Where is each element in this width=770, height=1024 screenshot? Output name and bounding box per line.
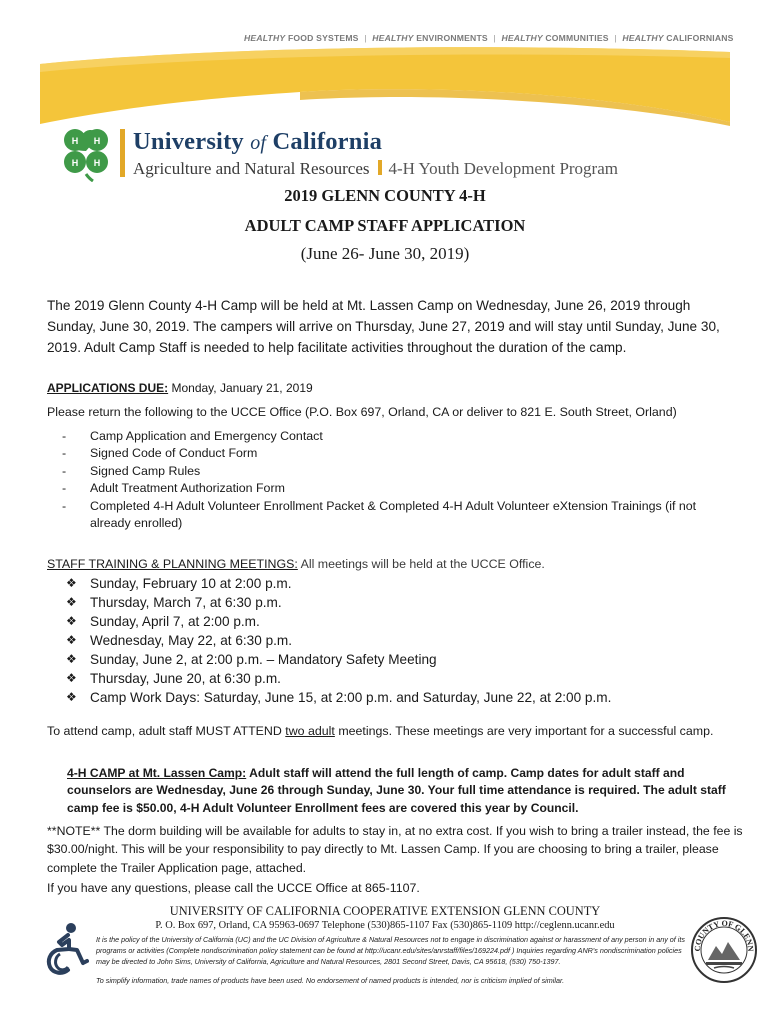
title-block (0, 187, 770, 264)
logo-row (57, 124, 677, 184)
title-line-1: 2019 GLENN COUNTY 4-H (284, 186, 486, 205)
county-seal-icon (690, 916, 758, 984)
camp-note-text: Adult staff will attend the full length of camp. Camp dates for adult staff and counselors are Wednesday, June 26 through Sunday, June 30. Your full time attendance is required. The adult staff camp fee is $50.00, 4-H Adult Volunteer Enrollment fees are covered this year by Council. (67, 766, 726, 815)
accessibility-icon (44, 922, 89, 975)
attend-post: meetings. These meetings are very important for a successful camp. (334, 724, 714, 738)
trade-names-statement: To simplify information, trade names of products have been used. No endorsement of named products is intended, nor is criticism implied of similar. (96, 976, 565, 985)
svg-text:H: H (71, 158, 79, 168)
4h-clover-icon (57, 124, 115, 182)
program-label: 4-H Youth Development Program (388, 159, 618, 178)
camp-note (67, 765, 727, 817)
tagline-word: HEALTHY (622, 33, 664, 43)
tagline-text: FOOD SYSTEMS (287, 33, 359, 43)
title-line-2: ADULT CAMP STAFF APPLICATION (244, 216, 526, 235)
list-item: - Completed 4-H Adult Volunteer Enrollment Packet & Completed 4-H Adult Volunteer eXtension Trainings (if not already enrolled) (62, 498, 732, 533)
return-instructions: Please return the following to the UCCE Office (P.O. Box 697, Orland, CA or deliver to 821 E. South Street, Orland) (47, 405, 677, 419)
staff-training-text: All meetings will be held at the UCCE Office. (300, 557, 545, 571)
svg-text:H: H (71, 136, 79, 146)
meetings-list (66, 574, 706, 707)
list-item: - Signed Code of Conduct Form (62, 445, 732, 462)
questions-line: If you have any questions, please call the UCCE Office at 865-1107. (47, 881, 420, 895)
tagline-word: HEALTHY (501, 33, 543, 43)
uc-name-of: of (250, 132, 267, 154)
footer-contact: P. O. Box 697, Orland, CA 95963-0697 Telephone (530)865-1107 Fax (530)865-1109 http://ceglenn.ucanr.edu (155, 920, 615, 931)
meeting-item: ❖ Thursday, March 7, at 6:30 p.m. (66, 593, 706, 612)
attendance-requirement (47, 722, 737, 740)
tagline-text: COMMUNITIES (545, 33, 609, 43)
seal-text: COUNTY OF GLENN (692, 918, 756, 952)
tagline-separator: | (614, 33, 617, 43)
meeting-item: ❖ Sunday, February 10 at 2:00 p.m. (66, 574, 706, 593)
uc-divider (120, 129, 125, 177)
tagline-word: HEALTHY (244, 33, 286, 43)
tagline-separator: | (493, 33, 496, 43)
header-swoosh (0, 0, 770, 130)
nondiscrimination-statement: It is the policy of the University of California (UC) and the UC Division of Agriculture & Natural Resources not to engage in discrimination against or harassment of any person in any of its programs or activities (Complete nondiscrimination policy statement can be found at http://ucanr.edu/sites/anrstaff/files/169224.pdf ) Inquiries regarding ANR's nondiscrimination policies may be directed to John Sims, University of California, Agriculture and Natural Resources, 2801 Second Street, Davis, CA 95618, (530) 750-1397. (96, 935, 685, 966)
uc-name-part: California (272, 128, 383, 155)
list-item: - Camp Application and Emergency Contact (62, 428, 732, 445)
meeting-item: ❖ Sunday, June 2, at 2:00 p.m. – Mandatory Safety Meeting (66, 650, 706, 669)
meeting-item: ❖ Thursday, June 20, at 6:30 p.m. (66, 669, 706, 688)
camp-note-label: 4-H CAMP at Mt. Lassen Camp: (67, 766, 247, 780)
list-item: - Signed Camp Rules (62, 463, 732, 480)
meeting-item: ❖ Wednesday, May 22, at 6:30 p.m. (66, 631, 706, 650)
meeting-item: ❖ Sunday, April 7, at 2:00 p.m. (66, 612, 706, 631)
university-name (133, 128, 382, 156)
tagline-word: HEALTHY (372, 33, 414, 43)
required-items-list (62, 428, 732, 532)
tagline-separator: | (364, 33, 367, 43)
tagline-text: ENVIRONMENTS (416, 33, 488, 43)
tagline-text: CALIFORNIANS (666, 33, 734, 43)
staff-training-heading (47, 557, 545, 571)
anr-label: Agriculture and Natural Resources (133, 159, 370, 178)
program-divider (378, 160, 382, 175)
dorm-note: **NOTE** The dorm building will be available for adults to stay in, at no extra cost. If you wish to bring a trailer instead, the fee is $30.00/night. This will be your responsibility to pay directly to Mt. Lassen Camp. If you are choosing to bring a trailer, please complete the Trailer Application page, attached. (47, 824, 743, 875)
svg-text:H: H (93, 158, 101, 168)
attend-pre: To attend camp, adult staff MUST ATTEND (47, 724, 286, 738)
staff-training-label: STAFF TRAINING & PLANNING MEETINGS: (47, 557, 298, 571)
footer-org: UNIVERSITY OF CALIFORNIA COOPERATIVE EXTENSION GLENN COUNTY (169, 904, 601, 918)
svg-text:H: H (93, 136, 101, 146)
applications-due (47, 381, 313, 395)
list-item: - Adult Treatment Authorization Form (62, 480, 732, 497)
title-dates: (June 26- June 30, 2019) (300, 244, 470, 263)
meeting-item: ❖ Camp Work Days: Saturday, June 15, at 2:00 p.m. and Saturday, June 22, at 2:00 p.m. (66, 688, 706, 707)
division-name (133, 159, 618, 179)
attend-underlined: two adult (285, 724, 335, 738)
uc-name-part: University (133, 128, 244, 155)
applications-due-label: APPLICATIONS DUE: (47, 381, 169, 395)
intro-paragraph: The 2019 Glenn County 4-H Camp will be held at Mt. Lassen Camp on Wednesday, June 26, 2019 through Sunday, June 30, 2019. The campers will arrive on Thursday, June 27, 2019 and will stay until Sunday, June 30, 2019. Adult Camp Staff is needed to help facilitate activities throughout the duration of the camp. (47, 298, 720, 355)
applications-due-date: Monday, January 21, 2019 (171, 381, 313, 395)
